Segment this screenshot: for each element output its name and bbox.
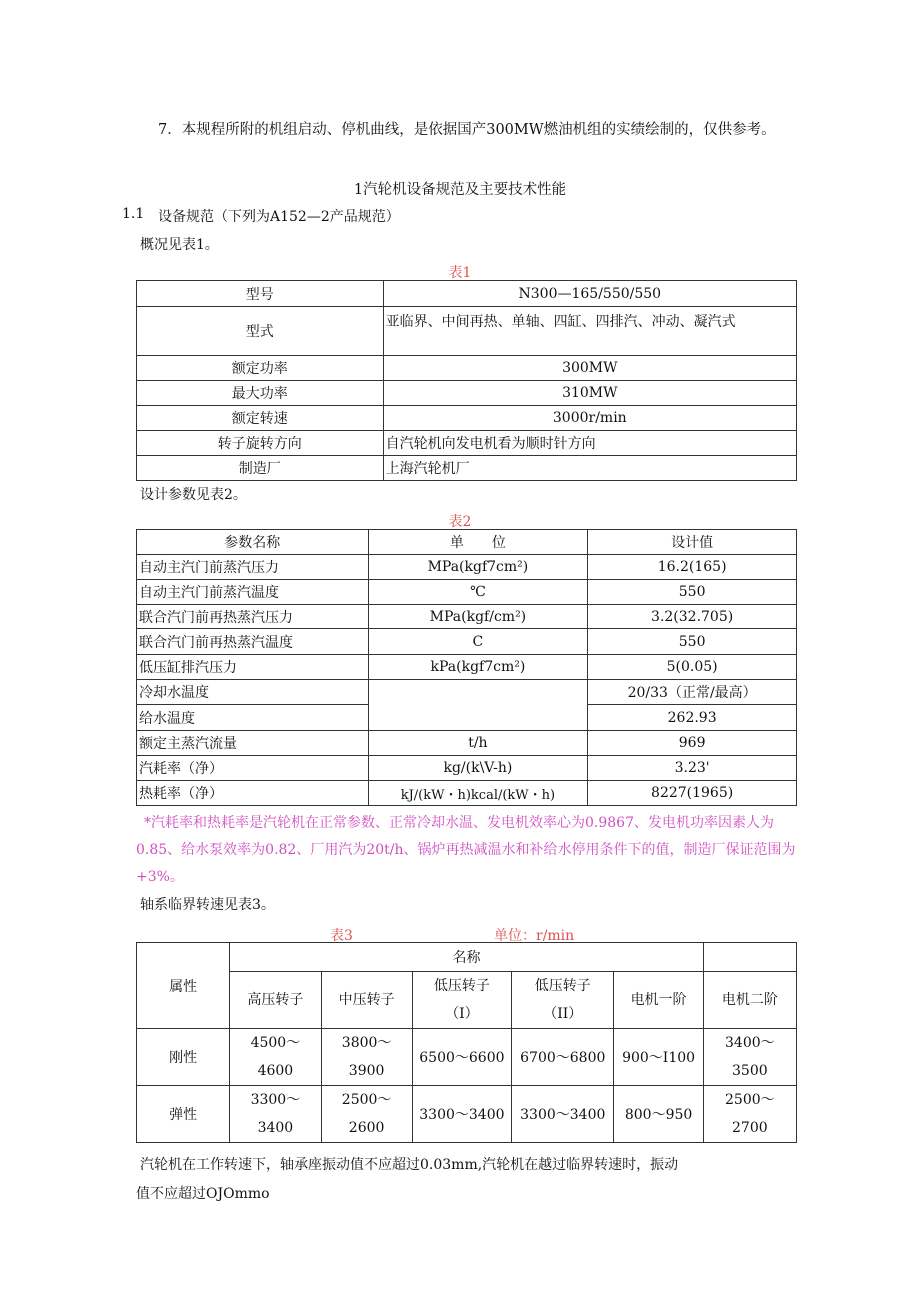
table3-cell: 800～950 (614, 1086, 703, 1143)
table2-name: 自动主汽门前蒸汽压力 (137, 555, 369, 580)
cell-line1: 2500～ (341, 1092, 392, 1108)
table-row (137, 731, 797, 756)
table3-header-blank (703, 943, 796, 972)
table1-label: 额定转速 (137, 406, 384, 431)
closing-line-1: 汽轮机在工作转速下，轴承座振动值不应超过0.03mm,汽轮机在越过临界转速时，振动 (140, 1157, 679, 1173)
table2-name: 联合汽门前再热蒸汽温度 (137, 629, 369, 655)
table2-value: 3.2(32.705) (588, 605, 797, 629)
table-row (137, 756, 797, 781)
table2-name: 给水温度 (137, 705, 369, 731)
cell-line2: 3500 (732, 1063, 768, 1079)
table3-cell (703, 1029, 796, 1086)
table1-value: 300MW (383, 356, 796, 381)
table3-unit-caption: 单位：r/min (494, 928, 575, 944)
table2-unit: C (368, 629, 588, 655)
table-row (137, 456, 797, 481)
col-line2: （II） (543, 1006, 583, 1022)
table-header-row (137, 972, 797, 1029)
table3-cell (230, 1086, 321, 1143)
table2-name: 联合汽门前再热蒸汽压力 (137, 605, 369, 629)
table-row (137, 1029, 797, 1086)
table2-value: 8227(1965) (588, 781, 797, 806)
cell-line1: 2500～ (725, 1092, 775, 1108)
table3-cell: 6700～6800 (512, 1029, 614, 1086)
table3-caption: 表3 (330, 928, 353, 944)
table-row (137, 555, 797, 580)
table2-value: 3.23' (588, 756, 797, 781)
table2-unit: MPa(kgf7cm²) (368, 555, 588, 580)
table2-unit: kJ/(kW・h)kcal/(kW・h) (368, 781, 588, 806)
table3-cell (321, 1086, 412, 1143)
table-row (137, 381, 797, 406)
table-row (137, 655, 797, 680)
table3-row-label: 弹性 (137, 1086, 230, 1143)
overview-text: 概况见表1。 (140, 237, 219, 253)
table2-value: 969 (588, 731, 797, 756)
closing-line-2: 值不应超过OJOmmo (136, 1186, 270, 1202)
table2-caption: 表2 (448, 514, 472, 530)
table2-name: 低压缸排汽压力 (137, 655, 369, 680)
table3-cell: 6500～6600 (412, 1029, 511, 1086)
table2-name: 汽耗率（净） (137, 756, 369, 781)
table1 (136, 280, 797, 481)
col-line1: 电机二阶 (721, 992, 778, 1008)
table-row (137, 580, 797, 605)
table2-header: 参数名称 (137, 530, 369, 555)
table-row (137, 281, 797, 307)
cell-line2: 3400 (257, 1120, 294, 1136)
table2-unit: MPa(kgf/cm²) (368, 605, 588, 629)
table2-value: 550 (588, 629, 797, 655)
table1-value: 自汽轮机向发电机看为顺时针方向 (383, 431, 796, 456)
table3-col-header (321, 972, 412, 1029)
table1-label: 额定功率 (137, 356, 384, 381)
subsection-title: 设备规范（下列为A152—2产品规范） (158, 209, 400, 225)
table2-name: 自动主汽门前蒸汽温度 (137, 580, 369, 605)
cell-line2: 2700 (732, 1120, 768, 1136)
table3-cell: 3300～3400 (512, 1086, 614, 1143)
table3-cell: 3300～3400 (412, 1086, 511, 1143)
table-row (137, 356, 797, 381)
table-header-row (137, 530, 797, 555)
table1-label: 转子旋转方向 (137, 431, 384, 456)
table1-value: 310MW (383, 381, 796, 406)
table-row (137, 1086, 797, 1143)
design-params-text: 设计参数见表2。 (140, 487, 247, 503)
table2-unit-merged (368, 680, 588, 731)
table1-caption: 表1 (448, 265, 472, 281)
table1-label: 型号 (137, 281, 384, 307)
col-line1: 低压转子 (534, 978, 591, 994)
col-line1: 低压转子 (433, 978, 490, 994)
table2-name: 冷却水温度 (137, 680, 369, 705)
cell-line1: 3400～ (725, 1035, 775, 1051)
table2-value: 262.93 (588, 705, 797, 731)
table2 (136, 529, 797, 806)
table1-label: 最大功率 (137, 381, 384, 406)
table3-col-header (614, 972, 703, 1029)
table2-name: 额定主蒸汽流量 (137, 731, 369, 756)
table1-value: 上海汽轮机厂 (383, 456, 796, 481)
table3-name-header: 名称 (230, 943, 703, 972)
table3-col-header (703, 972, 796, 1029)
table1-value: 亚临界、中间再热、单轴、四缸、四排汽、冲动、凝汽式 (383, 307, 796, 356)
table3-cell (703, 1086, 796, 1143)
table2-unit: ℃ (368, 580, 588, 605)
table2-name: 热耗率（净） (137, 781, 369, 806)
section-title: 1汽轮机设备规范及主要技术性能 (353, 182, 567, 198)
col-line1: 中压转子 (338, 992, 395, 1008)
table-header-row (137, 943, 797, 972)
cell-line1: 3300～ (250, 1092, 301, 1108)
table2-unit: kPa(kgf7cm²) (368, 655, 588, 680)
table-row (137, 629, 797, 655)
col-line1: 电机一阶 (630, 992, 687, 1008)
table2-header: 单 位 (368, 530, 588, 555)
table2-value: 5(0.05) (588, 655, 797, 680)
intro-item-7: 7．本规程所附的机组启动、停机曲线，是依据国产300MW燃油机组的实绩绘制的，仅供参考。 (158, 122, 776, 138)
col-line1: 高压转子 (247, 992, 304, 1008)
cell-line1: 4500～ (250, 1035, 301, 1051)
table2-value: 550 (588, 580, 797, 605)
subsection-number: 1.1 (122, 206, 145, 222)
table3 (136, 942, 797, 1143)
cell-line1: 3800～ (341, 1035, 392, 1051)
table2-value: 20/33（正常/最高） (588, 680, 797, 705)
table-row (137, 431, 797, 456)
table3-cell (321, 1029, 412, 1086)
table1-value: N300—165/550/550 (383, 281, 796, 307)
table-row (137, 307, 797, 356)
table-row (137, 781, 797, 806)
table-row (137, 406, 797, 431)
table-row (137, 680, 797, 705)
table3-col-header (412, 972, 511, 1029)
table1-label: 制造厂 (137, 456, 384, 481)
table3-col-header (230, 972, 321, 1029)
table3-attr-header: 属性 (137, 943, 230, 1029)
footnote: *汽耗率和热耗率是汽轮机在正常参数、正常冷却水温、发电机效率心为0.9867、发电机功率因素人为0.85、给水泵效率为0.82、厂用汽为20t/h、锅炉再热减温水和补给水停用条件下的值，制造厂保证范围为+3%。 (136, 815, 796, 885)
table3-row-label: 刚性 (137, 1029, 230, 1086)
table3-cell (230, 1029, 321, 1086)
col-line2: （I） (445, 1006, 479, 1022)
cell-line2: 2600 (348, 1120, 385, 1136)
table1-value: 3000r/min (383, 406, 796, 431)
cell-line2: 4600 (257, 1063, 294, 1079)
table2-unit: kg/(k\V-h) (368, 756, 588, 781)
critical-speed-text: 轴系临界转速见表3。 (140, 897, 275, 913)
table3-col-header (512, 972, 614, 1029)
table2-unit: t/h (368, 731, 588, 756)
table2-header: 设计值 (588, 530, 797, 555)
table1-label: 型式 (137, 307, 384, 356)
table-row (137, 605, 797, 629)
table2-value: 16.2(165) (588, 555, 797, 580)
table3-cell: 900～I100 (614, 1029, 703, 1086)
cell-line2: 3900 (348, 1063, 385, 1079)
